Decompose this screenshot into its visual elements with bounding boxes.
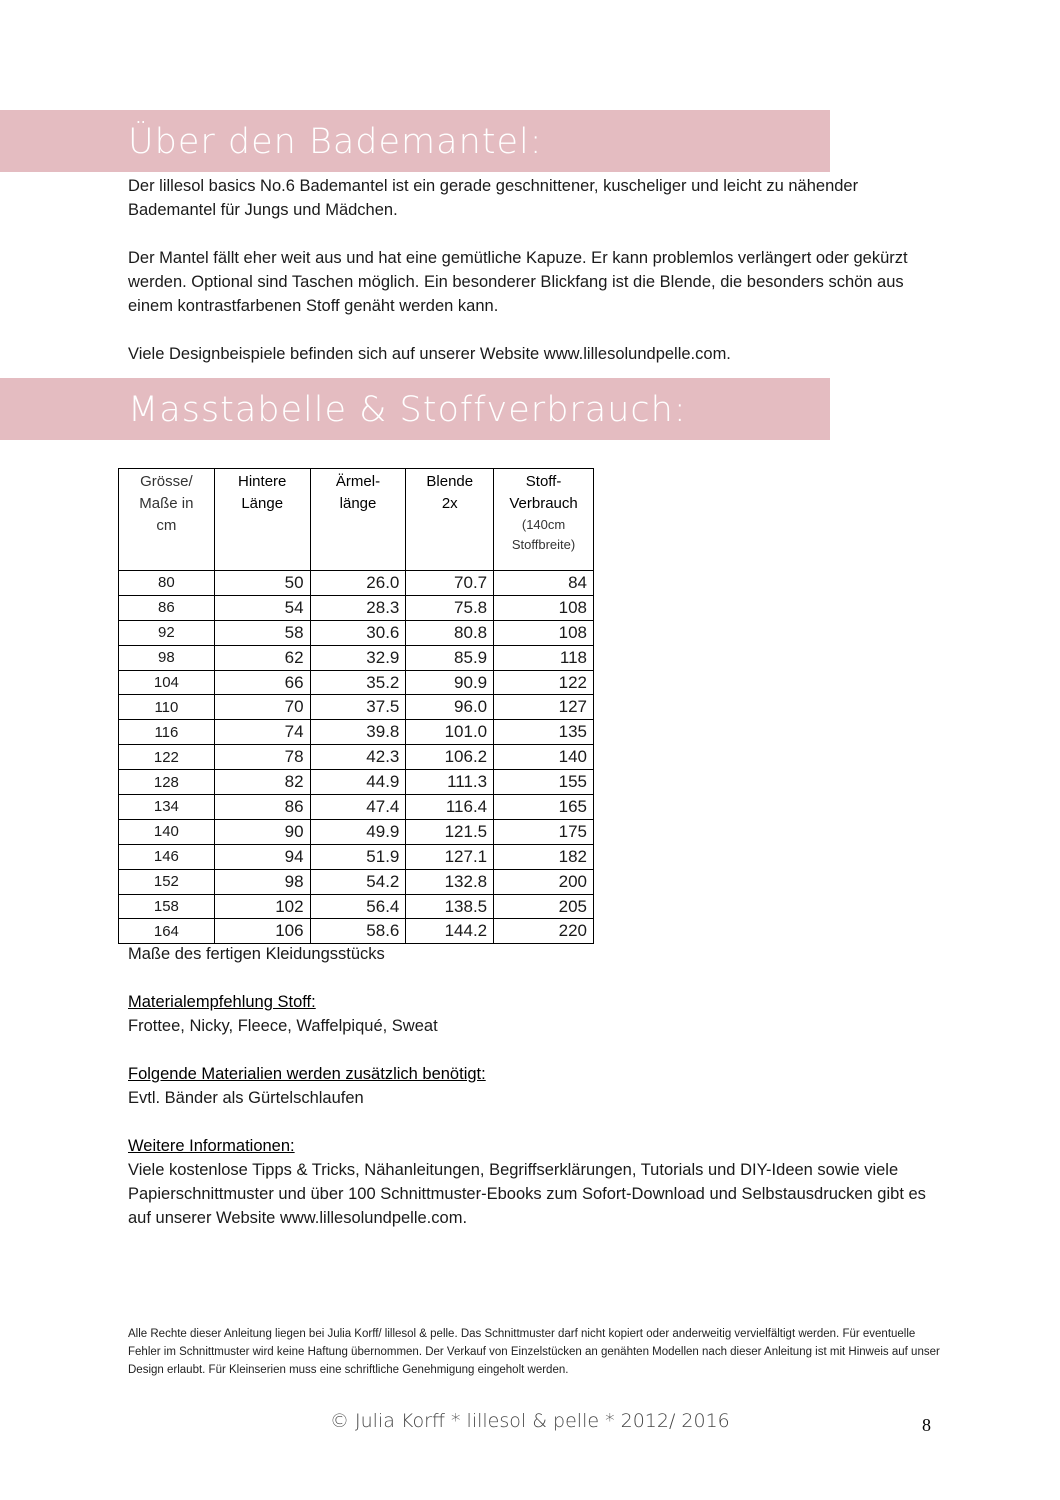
cell-sleeve-length: 51.9 [310, 844, 406, 869]
cell-sleeve-length: 49.9 [310, 819, 406, 844]
cell-facing: 144.2 [406, 919, 494, 944]
table-caption: Maße des fertigen Kleidungsstücks [128, 945, 385, 963]
cell-sleeve-length: 58.6 [310, 919, 406, 944]
cell-back-length: 54 [214, 595, 310, 620]
size-table [118, 468, 594, 944]
cell-size: 80 [119, 571, 215, 596]
cell-fabric-usage: 108 [494, 595, 594, 620]
cell-back-length: 74 [214, 720, 310, 745]
cell-size: 92 [119, 620, 215, 645]
table-row [119, 869, 594, 894]
cell-back-length: 78 [214, 745, 310, 770]
header-back-length-line2: Länge [241, 495, 284, 512]
cell-facing: 111.3 [406, 770, 494, 795]
more-info-text: Viele kostenlose Tipps & Tricks, Nähanleitungen, Begriffserklärungen, Tutorials und DIY-Ideen sowie viele Papierschnittmuster und über 100 Schnittmuster-Ebooks zum Sofort-Download und Selbstausdrucken gibt es auf unserer Website www.lillesolundpelle.com. [128, 1161, 926, 1227]
cell-back-length: 86 [214, 795, 310, 820]
cell-fabric-usage: 135 [494, 720, 594, 745]
cell-size: 152 [119, 869, 215, 894]
cell-sleeve-length: 35.2 [310, 670, 406, 695]
header-back-length [214, 469, 310, 571]
cell-back-length: 90 [214, 819, 310, 844]
section-banner-about [0, 110, 830, 172]
table-row [119, 745, 594, 770]
cell-size: 140 [119, 819, 215, 844]
header-sleeve-length-line2: länge [339, 495, 377, 512]
cell-back-length: 82 [214, 770, 310, 795]
cell-facing: 96.0 [406, 695, 494, 720]
table-row [119, 720, 594, 745]
cell-size: 146 [119, 844, 215, 869]
table-row [119, 620, 594, 645]
cell-fabric-usage: 182 [494, 844, 594, 869]
section-title-about: Über den Bademantel: [128, 122, 543, 162]
cell-facing: 80.8 [406, 620, 494, 645]
cell-size: 128 [119, 770, 215, 795]
table-header-row [119, 469, 594, 571]
header-back-length-line1: Hintere [238, 473, 287, 490]
cell-fabric-usage: 122 [494, 670, 594, 695]
header-fabric-usage-note1: (140cm [521, 517, 566, 532]
cell-size: 164 [119, 919, 215, 944]
cell-size: 98 [119, 645, 215, 670]
table-row [119, 645, 594, 670]
header-fabric-usage [494, 469, 594, 571]
header-fabric-usage-line1: Stoff- [525, 473, 562, 490]
header-size [119, 469, 215, 571]
section-title-measure: Masstabelle & Stoffverbrauch: [128, 390, 687, 430]
cell-facing: 116.4 [406, 795, 494, 820]
cell-fabric-usage: 205 [494, 894, 594, 919]
table-row [119, 571, 594, 596]
table-row [119, 795, 594, 820]
cell-sleeve-length: 37.5 [310, 695, 406, 720]
cell-fabric-usage: 108 [494, 620, 594, 645]
cell-fabric-usage: 84 [494, 571, 594, 596]
cell-size: 116 [119, 720, 215, 745]
cell-facing: 138.5 [406, 894, 494, 919]
cell-sleeve-length: 47.4 [310, 795, 406, 820]
cell-size: 104 [119, 670, 215, 695]
cell-fabric-usage: 175 [494, 819, 594, 844]
header-sleeve-length [310, 469, 406, 571]
cell-size: 158 [119, 894, 215, 919]
cell-size: 134 [119, 795, 215, 820]
cell-sleeve-length: 30.6 [310, 620, 406, 645]
table-row [119, 670, 594, 695]
cell-facing: 127.1 [406, 844, 494, 869]
table-row [119, 844, 594, 869]
cell-fabric-usage: 118 [494, 645, 594, 670]
table-row [119, 894, 594, 919]
cell-fabric-usage: 200 [494, 869, 594, 894]
page-number: 8 [922, 1415, 931, 1435]
cell-facing: 75.8 [406, 595, 494, 620]
cell-size: 122 [119, 745, 215, 770]
cell-sleeve-length: 44.9 [310, 770, 406, 795]
header-size-line2: Maße in [139, 495, 194, 512]
cell-back-length: 58 [214, 620, 310, 645]
extra-materials-label: Folgende Materialien werden zusätzlich benötigt: [128, 1065, 486, 1083]
cell-facing: 90.9 [406, 670, 494, 695]
cell-back-length: 50 [214, 571, 310, 596]
table-row [119, 819, 594, 844]
cell-sleeve-length: 32.9 [310, 645, 406, 670]
header-facing [406, 469, 494, 571]
header-size-line3: cm [156, 517, 177, 534]
cell-facing: 85.9 [406, 645, 494, 670]
fabric-recommendation-text: Frottee, Nicky, Fleece, Waffelpiqué, Sweat [128, 1017, 438, 1035]
fabric-recommendation-label: Materialempfehlung Stoff: [128, 993, 316, 1011]
cell-back-length: 66 [214, 670, 310, 695]
cell-sleeve-length: 54.2 [310, 869, 406, 894]
cell-sleeve-length: 39.8 [310, 720, 406, 745]
cell-back-length: 70 [214, 695, 310, 720]
cell-fabric-usage: 140 [494, 745, 594, 770]
extra-materials-text: Evtl. Bänder als Gürtelschlaufen [128, 1089, 364, 1107]
cell-fabric-usage: 165 [494, 795, 594, 820]
cell-back-length: 62 [214, 645, 310, 670]
cell-sleeve-length: 28.3 [310, 595, 406, 620]
cell-back-length: 98 [214, 869, 310, 894]
cell-back-length: 106 [214, 919, 310, 944]
header-sleeve-length-line1: Ärmel- [335, 473, 381, 490]
about-paragraph-2: Der Mantel fällt eher weit aus und hat eine gemütliche Kapuze. Er kann problemlos verlängert oder gekürzt werden. Optional sind Taschen möglich. Ein besonderer Blickfang ist die Blende, die besonders schön aus einem kontrastfarbenen Stoff genäht werden kann. [128, 249, 908, 315]
table-row [119, 919, 594, 944]
cell-sleeve-length: 42.3 [310, 745, 406, 770]
cell-facing: 132.8 [406, 869, 494, 894]
footer-copyright: © Julia Korff * lillesol & pelle * 2012/ 2016 [330, 1410, 730, 1432]
cell-fabric-usage: 127 [494, 695, 594, 720]
cell-fabric-usage: 155 [494, 770, 594, 795]
header-fabric-usage-note2: Stoffbreite) [511, 537, 576, 552]
table-row [119, 770, 594, 795]
section-banner-measure [0, 378, 830, 440]
table-row [119, 595, 594, 620]
header-size-line1: Grösse/ [140, 473, 193, 490]
cell-size: 86 [119, 595, 215, 620]
cell-facing: 121.5 [406, 819, 494, 844]
cell-facing: 101.0 [406, 720, 494, 745]
cell-sleeve-length: 26.0 [310, 571, 406, 596]
cell-sleeve-length: 56.4 [310, 894, 406, 919]
table-row [119, 695, 594, 720]
more-info-label: Weitere Informationen: [128, 1137, 295, 1155]
cell-size: 110 [119, 695, 215, 720]
header-facing-line2: 2x [441, 495, 458, 512]
header-facing-line1: Blende [426, 473, 474, 490]
cell-back-length: 94 [214, 844, 310, 869]
legal-notice: Alle Rechte dieser Anleitung liegen bei Julia Korff/ lillesol & pelle. Das Schnittmuster darf nicht kopiert oder anderweitig vervielfältigt werden. Für eventuelle Fehler im Schnittmuster wird keine Haftung übernommen. Der Verkauf von Einzelstücken an genähten Modellen nach dieser Anleitung ist mit Hinweis auf unser Design erlaubt. Für Kleinserien muss eine schriftliche Genehmigung eingeholt werden. [128, 1328, 940, 1376]
about-paragraph-3: Viele Designbeispiele befinden sich auf unserer Website www.lillesolundpelle.com. [128, 345, 731, 363]
cell-fabric-usage: 220 [494, 919, 594, 944]
cell-back-length: 102 [214, 894, 310, 919]
cell-facing: 106.2 [406, 745, 494, 770]
header-fabric-usage-line2: Verbrauch [509, 495, 578, 512]
cell-facing: 70.7 [406, 571, 494, 596]
about-paragraph-1: Der lillesol basics No.6 Bademantel ist ein gerade geschnittener, kuscheliger und leicht zu nähender Bademantel für Jungs und Mädchen. [128, 177, 859, 219]
